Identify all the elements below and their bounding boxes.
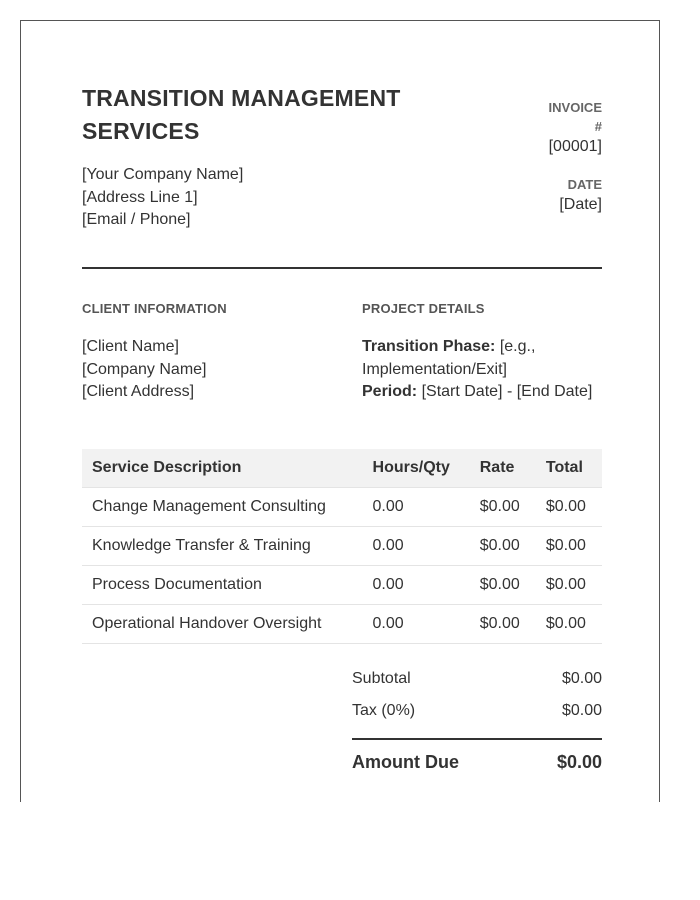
row-total: $0.00 <box>536 527 602 566</box>
title-line-2: SERVICES <box>82 118 200 144</box>
row-total: $0.00 <box>536 605 602 644</box>
row-description: Knowledge Transfer & Training <box>82 527 363 566</box>
totals-section <box>352 663 602 775</box>
invoice-title <box>82 82 442 148</box>
project-details-section <box>362 301 607 404</box>
subtotal-label: Subtotal <box>352 670 411 687</box>
client-info-heading: CLIENT INFORMATION <box>82 301 227 316</box>
invoice-number-block <box>482 98 602 157</box>
sender-company-name: [Your Company Name] <box>82 166 244 183</box>
invoice-label-line-1: INVOICE <box>548 100 602 115</box>
row-hours: 0.00 <box>363 566 470 605</box>
tax-label: Tax (0%) <box>352 702 416 719</box>
client-company-name: [Company Name] <box>82 360 207 378</box>
title-line-1: TRANSITION MANAGEMENT <box>82 85 401 111</box>
table-row <box>82 566 602 605</box>
row-description: Process Documentation <box>82 566 363 605</box>
services-table <box>82 449 602 644</box>
transition-phase-label: Transition Phase: <box>362 338 496 355</box>
invoice-number-label <box>542 98 602 136</box>
invoice-number-value: [00001] <box>548 138 602 155</box>
period-value: [Start Date] - [End Date] <box>417 383 593 400</box>
sender-company-block <box>82 164 243 232</box>
client-information-section <box>82 301 342 404</box>
amount-due-row <box>352 749 602 775</box>
client-name: [Client Name] <box>82 338 179 355</box>
row-total: $0.00 <box>536 488 602 527</box>
transition-phase-value-2: Implementation/Exit] <box>362 360 507 378</box>
client-address: [Client Address] <box>82 383 195 400</box>
row-description: Operational Handover Oversight <box>82 605 363 644</box>
period-label: Period: <box>362 383 418 400</box>
transition-phase-value-1: [e.g., <box>495 338 536 355</box>
invoice-date-block <box>508 175 602 215</box>
totals-divider <box>352 738 602 740</box>
row-hours: 0.00 <box>363 488 470 527</box>
row-rate: $0.00 <box>470 527 536 566</box>
header-divider <box>82 267 602 269</box>
subtotal-row <box>352 663 602 695</box>
table-row <box>82 488 602 527</box>
row-rate: $0.00 <box>470 488 536 527</box>
invoice-date-value: [Date] <box>559 196 602 213</box>
tax-value: $0.00 <box>561 702 602 719</box>
tax-row <box>352 695 602 727</box>
header-total: Total <box>536 449 602 488</box>
row-description: Change Management Consulting <box>82 488 363 527</box>
invoice-page <box>20 20 660 802</box>
project-details-heading: PROJECT DETAILS <box>362 301 485 316</box>
header-hours-qty: Hours/Qty <box>363 449 470 488</box>
invoice-date-label: DATE <box>567 177 602 192</box>
row-total: $0.00 <box>536 566 602 605</box>
row-hours: 0.00 <box>363 605 470 644</box>
client-info-lines <box>82 336 342 404</box>
table-header-row <box>82 449 602 488</box>
transition-phase-line <box>362 336 607 359</box>
amount-due-value: $0.00 <box>556 752 602 772</box>
row-rate: $0.00 <box>470 566 536 605</box>
row-hours: 0.00 <box>363 527 470 566</box>
header-service-description: Service Description <box>82 449 363 488</box>
table-row <box>82 527 602 566</box>
invoice-label-line-2: # <box>594 119 602 134</box>
period-line <box>362 381 607 404</box>
amount-due-label: Amount Due <box>352 752 459 772</box>
project-details-lines <box>362 336 607 404</box>
row-rate: $0.00 <box>470 605 536 644</box>
table-row <box>82 605 602 644</box>
sender-contact: [Email / Phone] <box>82 211 191 228</box>
header-rate: Rate <box>470 449 536 488</box>
subtotal-value: $0.00 <box>561 670 602 687</box>
sender-address: [Address Line 1] <box>82 188 198 206</box>
